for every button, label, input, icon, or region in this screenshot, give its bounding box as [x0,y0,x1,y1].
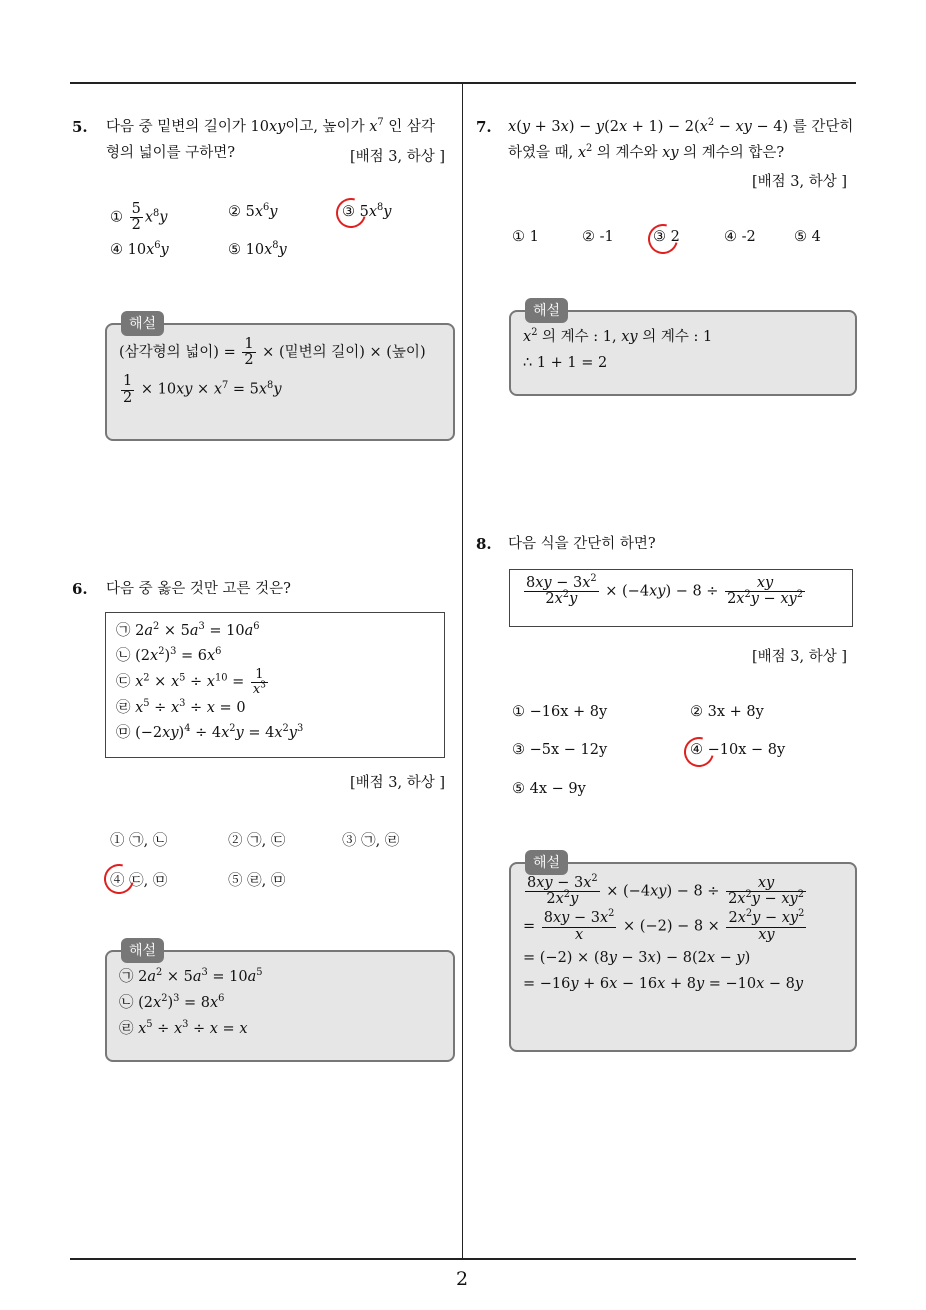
q5-score: [배점 3, 하상 ] [350,149,446,165]
q8-score: [배점 3, 하상 ] [752,649,848,665]
q5-choice-5[interactable]: ⑤ $10x^8y$ [228,240,287,258]
q8-explanation-label: 해설 [525,850,568,875]
bottom-rule [70,1258,856,1260]
q6-score: [배점 3, 하상 ] [350,775,446,791]
q8-choice-4[interactable]: ④ −10x − 8y [690,742,786,758]
q6-statement-4: ㉣ $x^5 \div x^3 \div x = 0$ [116,698,246,717]
q8-explanation [509,855,857,1052]
q6-number: 6. [72,580,88,598]
q5-explanation-line-1: (삼각형의 넓이) = $\frac{1}{2}$ × (밑변의 길이) × (높이) [119,336,426,369]
q7-text: $x(y + 3x) - y(2x + 1) - 2(x^2$ − xy − 4) 를 간단히 하였을 때, $x^2$ 의 계수와 xy 의 계수의 합은? [508,117,854,161]
q7-explanation [509,303,857,396]
q7-explanation-line-1: $x^2$ 의 계수 : 1, xy 의 계수 : 1 [523,327,713,345]
q6-explanation-line-1: ㉠ $2a^2 \times 5a^3 = 10a^5$ [119,967,263,985]
q6-choice-1[interactable]: ① ㉠, ㉡ [110,833,168,849]
q5-text: 다음 중 밑변의 길이가 10xy이고, 높이가 $x^7$ 인 삼각 형의 넓이를 구하면? [106,117,435,161]
q5-explanation [105,316,455,441]
q8-answer-mark [679,732,720,773]
q7-number: 7. [476,118,492,136]
q6-choice-2[interactable]: ② ㉠, ㉢ [228,833,286,849]
q8-explanation-line-4: = −16y + 6x − 16x + 8y = −10x − 8y [523,975,804,992]
q8-explanation-line-2: = $\frac{8xy - 3x^2}{x}$ × (−2) − 8 × $\frac{2x^2y - xy^2}{xy}$ [523,908,805,943]
q8-choice-3[interactable]: ③ −5x − 12y [512,742,608,758]
q6-explanation-line-3: ㉣ $x^5 \div x^3 \div x = x$ [119,1019,248,1037]
q7-explanation-label: 해설 [525,298,568,323]
q8-choice-1[interactable]: ① −16x + 8y [512,704,608,720]
q7-choice-4[interactable]: ④ -2 [724,229,756,245]
q7-answer-mark [643,219,684,260]
q8-expression-box: $\frac{8xy - 3x^2}{2x^2y}$ × (−4xy) − 8 ÷ $\frac{xy}{2x^2y - xy^2}$ [509,569,853,627]
q6-choice-3[interactable]: ③ ㉠, ㉣ [342,833,400,849]
q7-choice-5[interactable]: ⑤ 4 [794,229,821,245]
q5-choice-1[interactable]: ① $\frac{5}{2}$ $x^8y$ [110,201,168,234]
q6-choice-4[interactable]: ④ ㉢, ㉤ [110,873,168,889]
q7-explanation-line-2: ∴ 1 + 1 = 2 [523,355,608,371]
q7-score: [배점 3, 하상 ] [752,174,848,190]
q7-choice-1[interactable]: ① 1 [512,229,539,245]
q6-choice-5[interactable]: ⑤ ㉣, ㉤ [228,873,286,889]
q6-statement-3: ㉢ $x^2 \times x^5 \div x^{10}$ = $\frac{1}{x^3}$ [116,667,266,697]
q7-choice-3[interactable]: ③ 2 [653,229,680,245]
q5-choice-2[interactable]: ② $5x^6y$ [228,202,278,220]
q6-text: 다음 중 옳은 것만 고른 것은? [106,581,291,597]
q6-answer-mark [99,859,140,900]
q5-answer-mark [331,193,372,234]
q8-choice-5[interactable]: ⑤ 4x − 9y [512,781,586,797]
q6-explanation [105,943,455,1062]
q5-number: 5. [72,118,88,136]
q5-choice-4[interactable]: ④ $10x^6y$ [110,240,169,258]
q5-choice-3[interactable]: ③ $5x^8y$ [342,202,392,220]
q8-choice-2[interactable]: ② 3x + 8y [690,704,764,720]
page-number: 2 [456,1268,469,1290]
q8-explanation-line-3: = (−2) × (8y − 3x) − 8(2x − y) [523,949,751,966]
q6-statement-box [105,612,445,758]
q8-explanation-line-1: $\frac{8xy - 3x^2}{2x^2y}$ × (−4xy) − 8 ÷ $\frac{xy}{2x^2y - xy^2}$ [527,873,804,908]
q5-explanation-line-2: $\frac{1}{2}$ × $10xy \times x^7 = 5x^8y$ [123,373,282,406]
q7-choice-2[interactable]: ② -1 [582,229,614,245]
q8-number: 8. [476,535,492,553]
q6-statement-5: ㉤ $(-2xy)^4 \div 4x^2y = 4x^2y^3$ [116,722,304,741]
q6-statement-1: ㉠ $2a^2 \times 5a^3 = 10a^6$ [116,621,260,639]
q8-text: 다음 식을 간단히 하면? [508,536,656,552]
q6-statement-2: ㉡ $(2x^2)^3 = 6x^6$ [116,645,222,664]
column-divider [462,82,463,1259]
q6-explanation-label: 해설 [121,938,164,963]
q5-explanation-label: 해설 [121,311,164,336]
q6-explanation-line-2: ㉡ $(2x^2)^3 = 8x^6$ [119,993,225,1011]
